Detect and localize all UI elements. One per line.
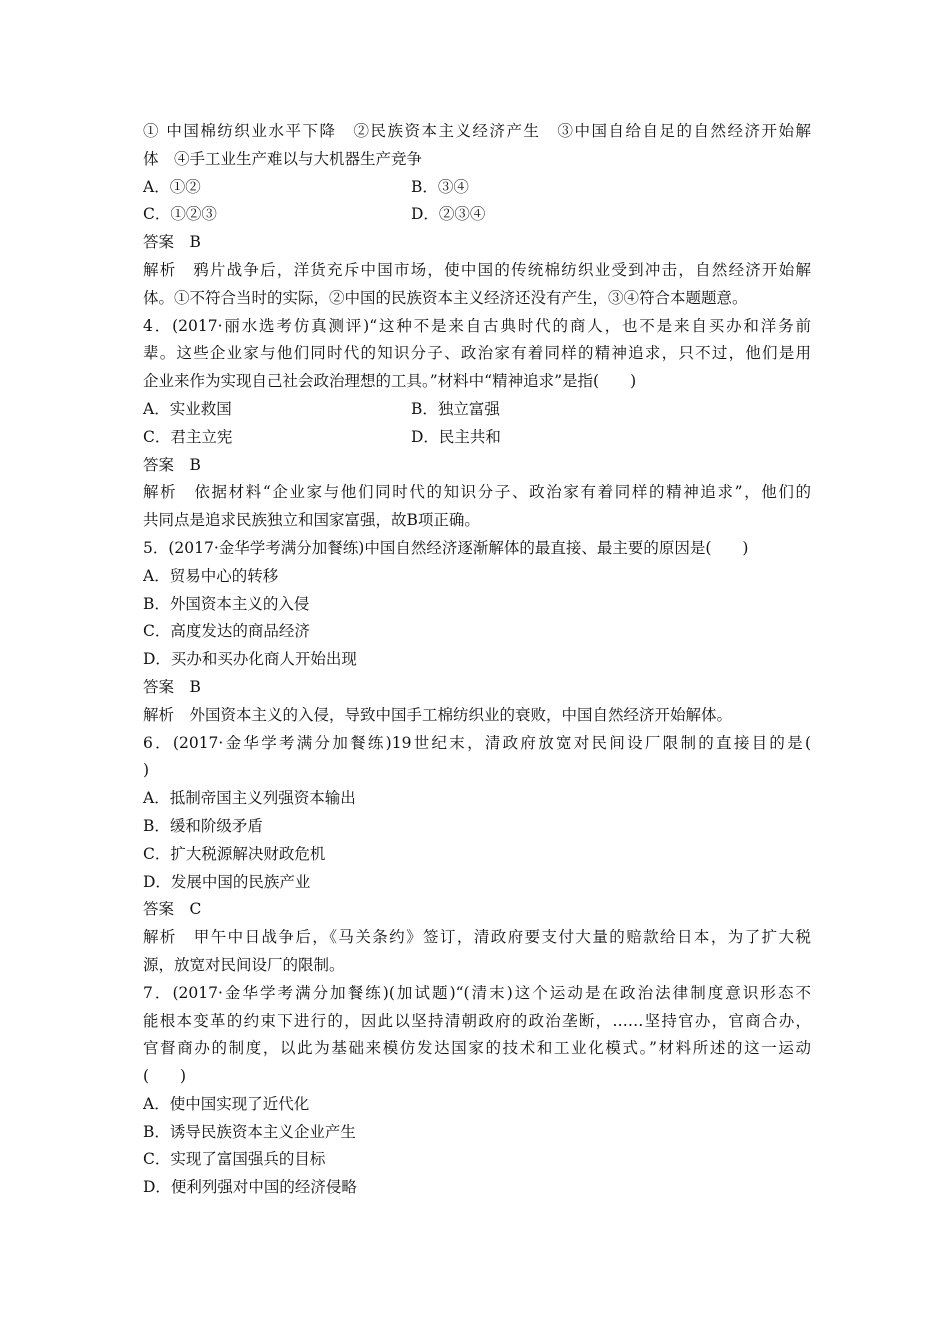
- q3-answer: 答案 B: [143, 233, 201, 252]
- q3-analysis-line: 解析 鸦片战争后，洋货充斥中国市场，使中国的传统棉纺织业受到冲击，自然经济开始解: [143, 260, 811, 279]
- q4-stem-line: 企业来作为实现自己社会政治理想的工具。”材料中“精神追求”是指( ): [143, 372, 637, 391]
- q4-option-a: A．实业救国: [143, 399, 232, 418]
- q5-stem-line: 5．(2017·金华学考满分加餐练)中国自然经济逐渐解体的最直接、最主要的原因是( ): [143, 538, 749, 557]
- q7-stem-line: 7．(2017·金华学考满分加餐练)(加试题)“(清末)这个运动是在政治法律制度意识形态不: [143, 983, 811, 1002]
- q6-analysis-line: 源，放宽对民间设厂的限制。: [143, 955, 345, 974]
- q6-option-a: A．抵制帝国主义列强资本输出: [143, 789, 356, 808]
- q4-stem-line: 4．(2017·丽水选考仿真测评)“这种不是来自古典时代的商人，也不是来自买办和洋务前: [143, 316, 811, 335]
- document-body: [143, 118, 811, 1202]
- q6-option-c: C．扩大税源解决财政危机: [143, 844, 326, 863]
- q3-stem-line: 体 ④手工业生产难以与大机器生产竞争: [143, 149, 423, 168]
- q4-option-d: D．民主共和: [411, 427, 501, 446]
- q3-analysis-line: 体。①不符合当时的实际，②中国的民族资本主义经济还没有产生，③④符合本题题意。: [143, 288, 748, 307]
- q7-option-d: D．便利列强对中国的经济侵略: [143, 1178, 357, 1197]
- q4-options-row: [143, 424, 811, 452]
- q3-option-b: B．③④: [411, 177, 469, 196]
- q5-analysis-line: 解析 外国资本主义的入侵，导致中国手工棉纺织业的衰败，中国自然经济开始解体。: [143, 705, 733, 724]
- q6-answer: 答案 C: [143, 900, 202, 919]
- q5-option-d: D．买办和买办化商人开始出现: [143, 650, 357, 669]
- q4-analysis-line: 解析 依据材料“企业家与他们同时代的知识分子、政治家有着同样的精神追求”，他们的: [143, 483, 811, 502]
- q5-option-c: C．高度发达的商品经济: [143, 622, 310, 641]
- q7-option-c: C．实现了富国强兵的目标: [143, 1150, 326, 1169]
- q3-options-row: [143, 174, 811, 202]
- q3-option-a: A．①②: [143, 177, 201, 196]
- q6-option-b: B．缓和阶级矛盾: [143, 816, 263, 835]
- q7-option-a: A．使中国实现了近代化: [143, 1094, 310, 1113]
- q4-options-row: [143, 396, 811, 424]
- q4-option-b: B．独立富强: [411, 399, 500, 418]
- q5-answer: 答案 B: [143, 677, 201, 696]
- q5-option-a: A．贸易中心的转移: [143, 566, 279, 585]
- q7-stem-line: 能根本变革的约束下进行的，因此以坚持清朝政府的政治垄断，……坚持官办，官商合办，: [143, 1011, 811, 1030]
- q6-stem-line: 6．(2017·金华学考满分加餐练)19世纪末，清政府放宽对民间设厂限制的直接目的是(: [143, 733, 811, 752]
- q4-option-c: C．君主立宪: [143, 427, 233, 446]
- q6-option-d: D．发展中国的民族产业: [143, 872, 311, 891]
- q7-stem-line: 官督商办的制度，以此为基础来模仿发达国家的技术和工业化模式。”材料所述的这一运动: [143, 1039, 811, 1058]
- q4-answer: 答案 B: [143, 455, 201, 474]
- q5-option-b: B．外国资本主义的入侵: [143, 594, 310, 613]
- q3-option-c: C．①②③: [143, 205, 217, 224]
- q3-stem-line: ① 中国棉纺织业水平下降 ②民族资本主义经济产生 ③中国自给自足的自然经济开始解: [143, 122, 811, 140]
- q7-stem-line: ( ): [143, 1067, 187, 1086]
- q6-analysis-line: 解析 甲午中日战争后，《马关条约》签订，清政府要支付大量的赔款给日本，为了扩大税: [143, 928, 811, 947]
- q4-analysis-line: 共同点是追求民族独立和国家富强，故B项正确。: [143, 511, 480, 530]
- q6-stem-line: ): [143, 761, 150, 780]
- q7-option-b: B．诱导民族资本主义企业产生: [143, 1122, 356, 1141]
- q4-stem-line: 辈。这些企业家与他们同时代的知识分子、政治家有着同样的精神追求，只不过，他们是用: [143, 344, 811, 363]
- q3-option-d: D．②③④: [411, 205, 486, 224]
- q3-options-row: [143, 201, 811, 229]
